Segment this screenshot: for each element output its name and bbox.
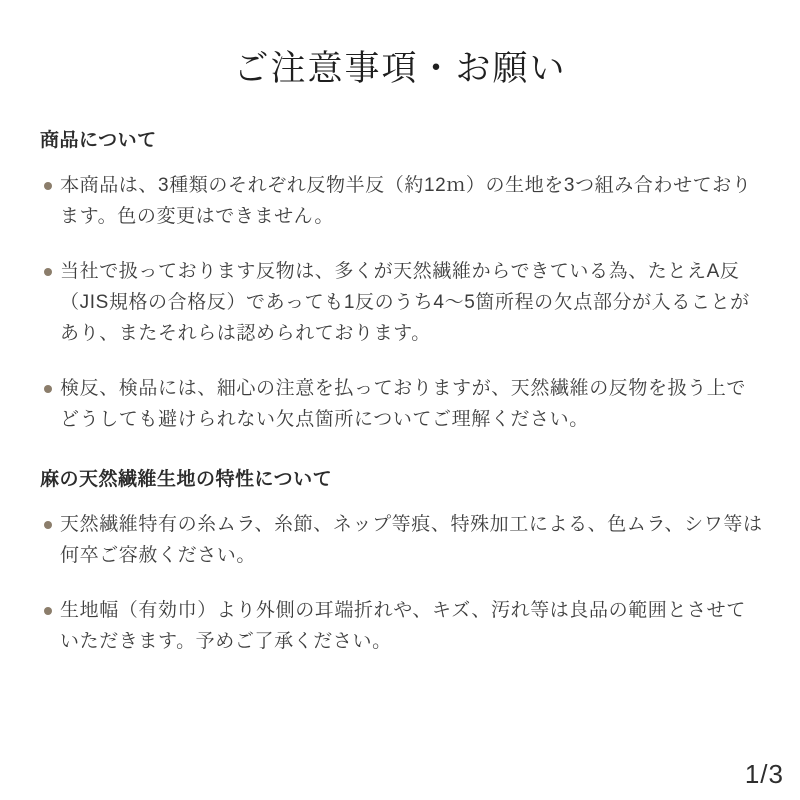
page-number: 1/3: [744, 759, 784, 789]
notice-content: [0, 128, 800, 657]
notice-text: 本商品は、3種類のそれぞれ反物半反（約12ｍ）の生地を3つ組み合わせております。色の変更はできません。: [60, 175, 752, 228]
bullet-dot-icon: [44, 182, 52, 190]
section-heading-linen-fabric: 麻の天然繊維生地の特性について: [40, 469, 333, 491]
list-item: [40, 256, 764, 349]
bullet-dot-icon: [44, 268, 52, 276]
bullet-dot-icon: [44, 385, 52, 393]
list-item: [40, 595, 764, 657]
notice-text: 生地幅（有効巾）より外側の耳端折れや、キズ、汚れ等は良品の範囲とさせていただきます。予めご了承ください。: [60, 600, 746, 653]
section-heading-product: 商品について: [40, 130, 157, 152]
list-item: [40, 170, 764, 232]
bullet-dot-icon: [44, 521, 52, 529]
notice-text: 当社で扱っております反物は、多くが天然繊維からできている為、たとえA反（JIS規格の合格反）であっても1反のうち4～5箇所程の欠点部分が入ることがあり、またそれらは認められております。: [60, 261, 750, 345]
list-item: [40, 509, 764, 571]
notice-text: 天然繊維特有の糸ムラ、糸節、ネップ等痕、特殊加工による、色ムラ、シワ等は何卒ご容赦ください。: [60, 514, 763, 567]
page-title: ご注意事項・お願い: [233, 49, 567, 89]
list-item: [40, 373, 764, 435]
notice-text: 検反、検品には、細心の注意を払っておりますが、天然繊維の反物を扱う上でどうしても避けられない欠点箇所についてご理解ください。: [60, 378, 747, 431]
bullet-dot-icon: [44, 607, 52, 615]
